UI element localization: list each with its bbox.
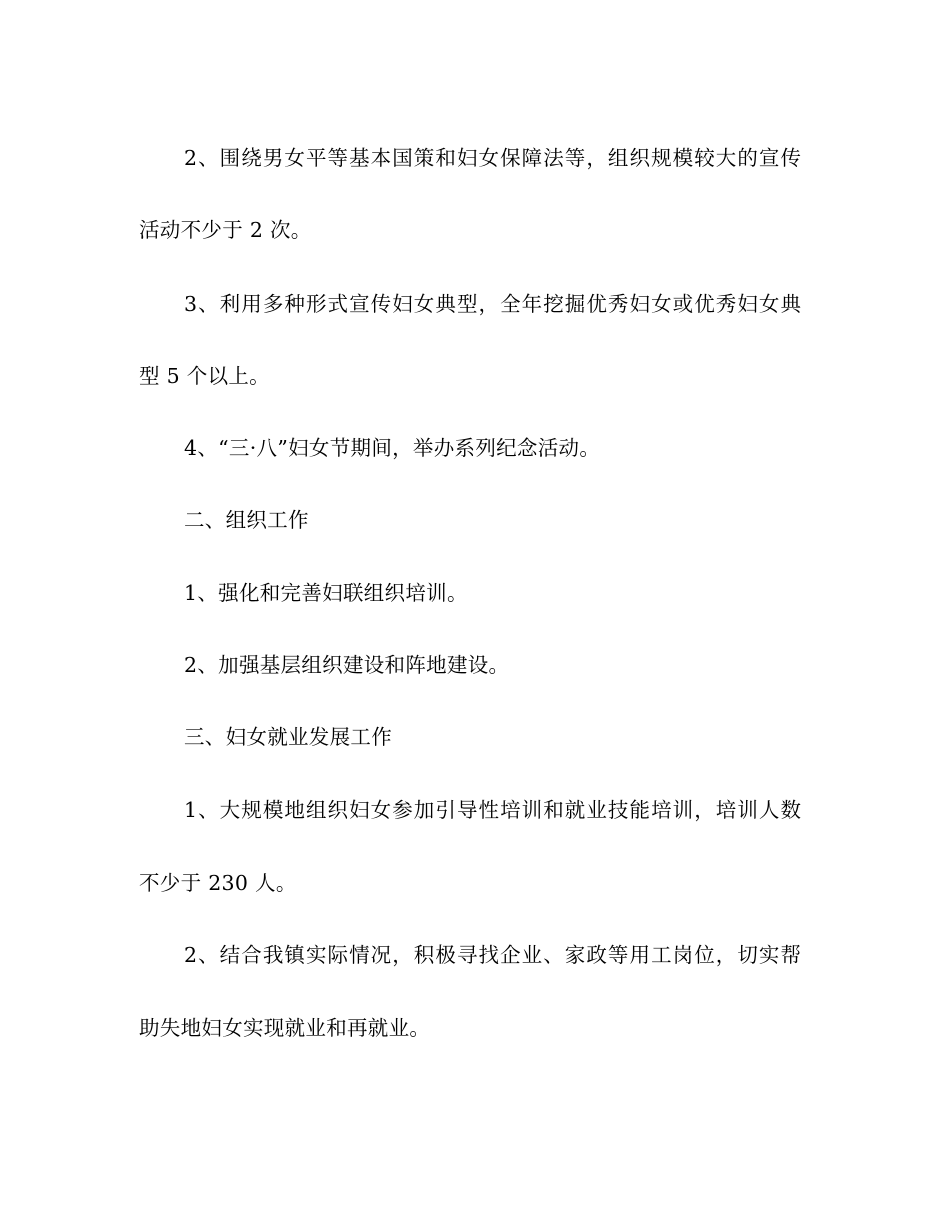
paragraph-line: 活动不少于 2 次。 bbox=[139, 218, 312, 242]
paragraph-line: 4、“三·八”妇女节期间，举办系列纪念活动。 bbox=[184, 436, 601, 460]
paragraph-line: 不少于 230 人。 bbox=[139, 871, 297, 895]
paragraph-line: 2、围绕男女平等基本国策和妇女保障法等，组织规模较大的宣传 bbox=[184, 146, 801, 170]
paragraph-line: 1、大规模地组织妇女参加引导性培训和就业技能培训，培训人数 bbox=[184, 798, 801, 822]
paragraph-line: 1、强化和完善妇联组织培训。 bbox=[184, 581, 468, 605]
paragraph-line: 助失地妇女实现就业和再就业。 bbox=[139, 1016, 431, 1040]
paragraph-line: 2、加强基层组织建设和阵地建设。 bbox=[184, 653, 510, 677]
section-heading: 二、组织工作 bbox=[184, 508, 309, 532]
paragraph-line: 型 5 个以上。 bbox=[139, 364, 270, 388]
paragraph-line: 2、结合我镇实际情况，积极寻找企业、家政等用工岗位，切实帮 bbox=[184, 943, 801, 967]
paragraph-line: 3、利用多种形式宣传妇女典型，全年挖掘优秀妇女或优秀妇女典 bbox=[184, 292, 801, 316]
section-heading: 三、妇女就业发展工作 bbox=[184, 725, 392, 749]
